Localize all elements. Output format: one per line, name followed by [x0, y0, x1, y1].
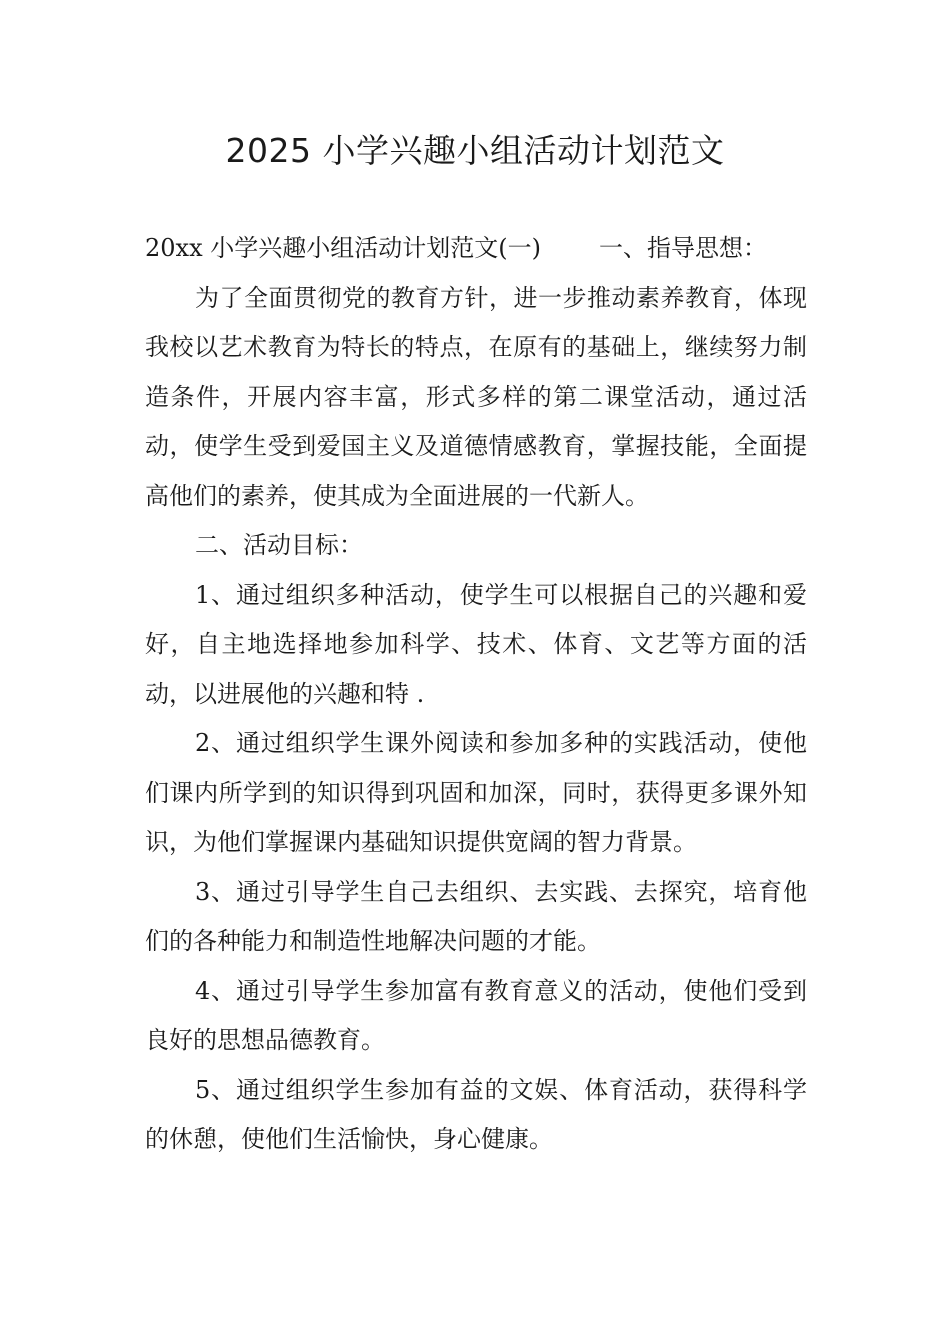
document-title: 2025 小学兴趣小组活动计划范文	[225, 131, 725, 170]
goal-item-2: 2、通过组织学生课外阅读和参加多种的实践活动，使他们课内所学到的知识得到巩固和加深，同时，获得更多课外知识，为他们掌握课内基础知识提供宽阔的智力背景。	[145, 729, 807, 856]
document-body	[145, 224, 807, 1165]
section-heading-goals: 二、活动目标：	[195, 531, 363, 559]
goal-item-5: 5、通过组织学生参加有益的文娱、体育活动，获得科学的休憩，使他们生活愉快，身心健康。	[145, 1075, 807, 1153]
document-subtitle: 20xx 小学兴趣小组活动计划范文(一)	[145, 234, 541, 262]
goal-item-1: 1、通过组织多种活动，使学生可以根据自己的兴趣和爱好，自主地选择地参加科学、技术、体育、文艺等方面的活动，以进展他的兴趣和特 .	[145, 580, 807, 708]
paragraph-guiding-thought: 为了全面贯彻党的教育方针，进一步推动素养教育，体现我校以艺术教育为特长的特点，在原有的基础上，继续努力制造条件，开展内容丰富，形式多样的第二课堂活动，通过活动，使学生受到爱国主义及道德情感教育，掌握技能，全面提高他们的素养，使其成为全面进展的一代新人。	[145, 283, 807, 510]
goal-item-4: 4、通过引导学生参加富有教育意义的活动，使他们受到良好的思想品德教育。	[145, 976, 807, 1054]
subtitle-line	[145, 224, 807, 274]
section-heading-guiding-thought: 一、指导思想：	[598, 234, 767, 262]
goal-item-3: 3、通过引导学生自己去组织、去实践、去探究，培育他们的各种能力和制造性地解决问题的才能。	[145, 877, 807, 955]
